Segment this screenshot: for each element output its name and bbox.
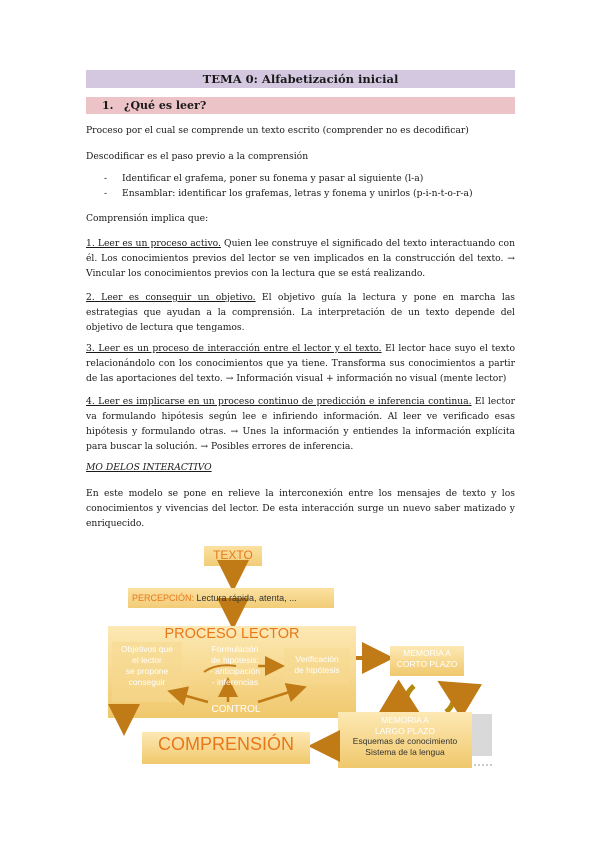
point-heading: 4. Leer es implicarse en un proceso continuo de predicción e inferencia continua. <box>86 396 472 407</box>
bullet-dash: - <box>104 188 108 199</box>
comprension-label: COMPRENSIÓN <box>157 734 294 754</box>
formulacion-line: Formulación <box>211 644 259 654</box>
section-title: ¿Qué es leer? <box>124 99 207 112</box>
point-body: Quien lee construye el significado del texto interactuando con él. Los conocimientos previos del lector se ven implicados en la construcción del texto. → Vincular los conocimientos previos con la lectura que se está realizando. <box>86 238 515 279</box>
decode-paragraph: Descodificar es el paso previo a la comprensión <box>86 151 309 162</box>
objetivos-line: el lector <box>132 655 162 665</box>
bullet-item: Ensamblar: identificar los grafemas, letras y fonema y unirlos (p-i-n-t-o-r-a) <box>122 188 473 199</box>
percepcion-desc: Lectura rápida, atenta, ... <box>194 593 297 603</box>
verificacion-line: de hipótesis <box>294 665 340 675</box>
definition-paragraph: Proceso por el cual se comprende un texto escrito (comprender no es decodificar) <box>86 125 469 136</box>
memoria-corto-text <box>390 648 464 670</box>
memoria-line: MEMORIA A <box>381 715 429 725</box>
percepcion-text <box>132 593 297 603</box>
point-body: El objetivo guía la lectura y pone en marcha las estrategias que ayudan a la comprensión. La interpretación de un texto depende del objetivo de lectura que tengamos. <box>86 292 516 333</box>
objetivos-line: conseguir <box>128 677 166 687</box>
control-label: CONTROL <box>211 704 261 715</box>
point-body: El lector va formulando hipótesis según lee e infiriendo información. Al leer ve verificado esas hipótesis y formulando otras. → Unes la información y entiendes la información explícita para buscar la solución. → Posibles errores de inferencia. <box>86 396 515 452</box>
formulacion-line: de hipótesis: <box>211 655 259 665</box>
point-heading: 3. Leer es un proceso de interacción entre el lector y el texto. <box>86 343 382 354</box>
memoria-line: LARGO PLAZO <box>375 725 435 736</box>
page-title: TEMA 0: Alfabetización inicial <box>86 70 515 88</box>
point-heading: 1. Leer es un proceso activo. <box>86 238 221 249</box>
point-4 <box>86 394 515 454</box>
implies-paragraph: Comprensión implica que: <box>86 213 209 224</box>
objetivos-text <box>112 644 182 688</box>
sistema-line: Sistema de la lengua <box>365 746 445 757</box>
bullet-item: Identificar el grafema, poner su fonema y pasar al siguiente (l-a) <box>122 173 424 184</box>
cycle-arrow <box>407 686 415 712</box>
formulacion-line: - inferencias <box>211 677 259 687</box>
model-title: MO DELOS INTERACTIVO <box>86 462 212 473</box>
point-1 <box>86 236 515 281</box>
section-number: 1. <box>102 99 114 112</box>
proceso-lector-label: PROCESO LECTOR <box>164 626 300 642</box>
point-2 <box>86 290 515 335</box>
verificacion-line: Verificación <box>295 654 339 664</box>
percepcion-label: PERCEPCIÓN: <box>132 593 195 603</box>
texto-label: TEXTO <box>213 548 253 562</box>
objetivos-line: se propone <box>125 666 169 676</box>
memoria-line: CORTO PLAZO <box>396 659 458 669</box>
cycle-arrow <box>446 686 454 712</box>
point-body: El lector hace suyo el texto relacionándolo con los conocimientos que ya tiene. Transforma sus conocimientos a partir de las aportaciones del texto. → Información visual + información no visual (mente lector) <box>86 343 515 384</box>
bullet-dash: - <box>104 173 108 184</box>
objetivos-line: Objetivos que <box>121 644 173 654</box>
verificacion-text <box>284 654 350 676</box>
section-heading <box>86 97 515 114</box>
interactive-model-diagram <box>108 540 492 780</box>
point-3 <box>86 341 515 386</box>
point-heading: 2. Leer es conseguir un objetivo. <box>86 292 256 303</box>
esquemas-line: Esquemas de conocimiento <box>352 736 458 746</box>
formulacion-line: - anticipación <box>209 666 261 676</box>
memoria-line: MEMORIA A <box>403 648 451 658</box>
formulacion-text <box>198 644 272 688</box>
memoria-largo-text <box>338 715 472 757</box>
model-paragraph: En este modelo se pone en relieve la interconexión entre los mensajes de texto y los conocimientos y vivencias del lector. De esta interacción surge un nuevo saber matizado y enriquecido. <box>86 488 515 529</box>
